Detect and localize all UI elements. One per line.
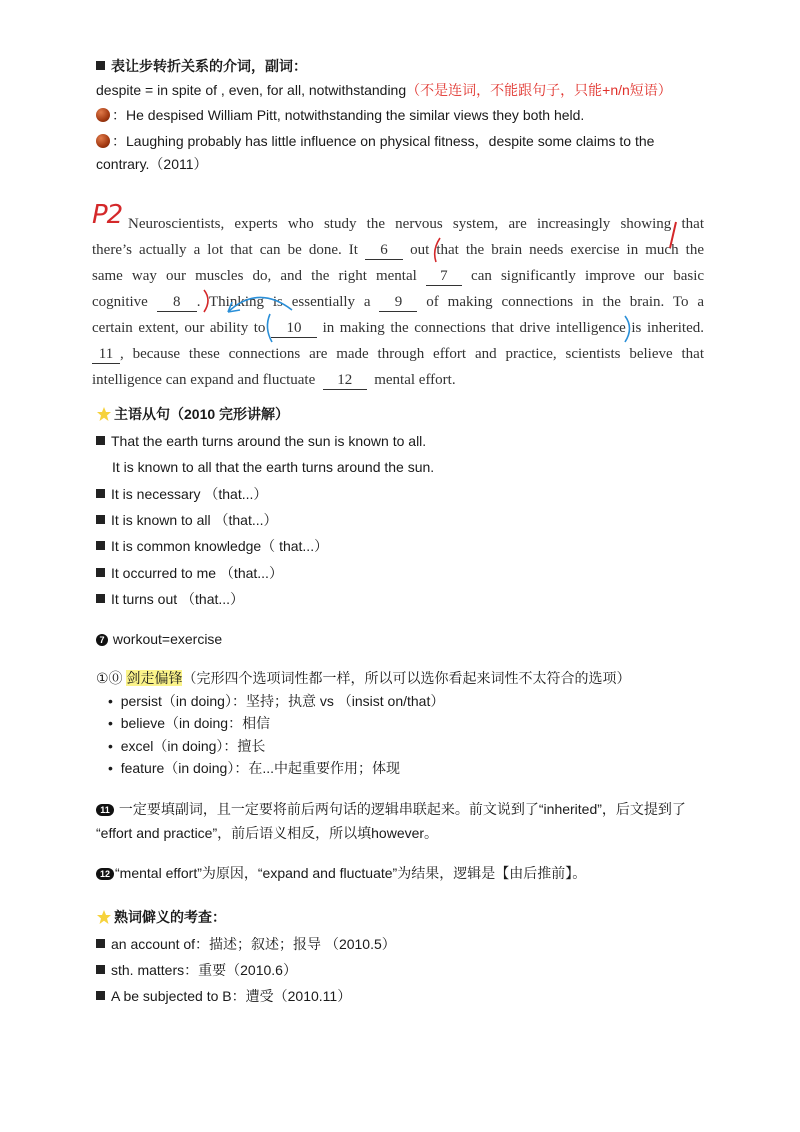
red-bracket-mark-2: [204, 290, 208, 312]
section2-heading: 主语从句（2010 完形讲解）: [96, 404, 289, 424]
note-10-heading: ①⓪ 剑走偏锋（完形四个选项词性都一样，所以可以选你看起来词性不太符合的选项）: [96, 670, 631, 686]
section1-heading: 表让步转折关系的介词，副词：: [96, 56, 307, 76]
blank-11[interactable]: 11: [92, 345, 120, 364]
note-11: 11 一定要填副词，且一定要将前后两句话的逻辑串联起来。前文说到了“inherited”，后文提到了: [96, 799, 686, 819]
square-bullet-icon: [96, 541, 105, 550]
subject-clause-item-6: It occurred to me （that...）: [96, 563, 283, 583]
blue-bracket-mark-2: [625, 316, 630, 342]
blank-10[interactable]: 10: [271, 319, 317, 338]
blank-7[interactable]: 7: [426, 267, 462, 286]
square-bullet-icon: [96, 594, 105, 603]
passage-line-4: cognitive 8 . Thinking is essentially a 9 of making connections in the brain. To a: [92, 294, 704, 310]
square-bullet-icon: [96, 568, 105, 577]
definition-line: despite = in spite of , even, for all, notwithstanding（不是连词，不能跟句子，只能+n/n短语）: [96, 82, 672, 98]
number-marker: 12: [96, 868, 114, 880]
square-bullet-icon: [96, 515, 105, 524]
note-12: 12 “mental effort”为原因，“expand and fluctuate”为结果，逻辑是【由后推前】。: [96, 863, 586, 883]
subject-clause-item-1: That the earth turns around the sun is known to all.: [96, 431, 426, 451]
subject-clause-item-4: It is known to all （that...）: [96, 510, 278, 530]
example2: ：Laughing probably has little influence on physical fitness，despite some claims to the: [96, 131, 654, 151]
rare-meaning-item-2: sth. matters：重要（2010.6）: [96, 960, 297, 980]
square-bullet-icon: [96, 939, 105, 948]
subject-clause-item-2: It is known to all that the earth turns around the sun.: [112, 459, 435, 475]
blank-6[interactable]: 6: [365, 241, 403, 260]
note-10-bullet-2: • believe（in doing：相信: [108, 715, 271, 731]
blank-12[interactable]: 12: [323, 371, 367, 390]
square-bullet-icon: [96, 991, 105, 1000]
square-bullet-icon: [96, 436, 105, 445]
note-11-cont: “effort and practice”，前后语义相反，所以填however。: [96, 825, 439, 841]
passage-line-3: same way our muscles do, and the right mental 7 can significantly improve our basic: [92, 268, 705, 284]
number-marker: 11: [96, 804, 114, 816]
passage-line-7: intelligence can expand and fluctuate 12 mental effort.: [92, 372, 456, 388]
blank-9[interactable]: 9: [379, 293, 417, 312]
note-10-bullet-1: • persist（in doing）：坚持；执意 vs （insist on/that）: [108, 693, 445, 709]
passage-line-6: 11 , because these connections are made through effort and practice, scientists believe that: [92, 341, 704, 367]
passage-line-5: certain extent, our ability to 10 in making the connections that drive intelligence is inherited.: [92, 320, 705, 336]
highlight-term: 剑走偏锋: [126, 670, 183, 686]
passage-line-2: there’s actually a lot that can be done. It 6 out that the brain needs exercise in much the: [92, 242, 704, 258]
square-bullet-icon: [96, 965, 105, 974]
example1: ：He despised William Pitt, notwithstanding the similar views they both held.: [96, 105, 584, 125]
section3-heading: 熟词僻义的考查：: [96, 907, 226, 927]
number-marker: ①⓪: [96, 670, 123, 686]
definition-note: （不是连词，不能跟句子，只能+n/n短语）: [406, 82, 672, 98]
subject-clause-item-7: It turns out （that...）: [96, 589, 244, 609]
red-slash-mark: [670, 222, 676, 248]
number-marker: 7: [96, 634, 108, 646]
rare-meaning-item-1: an account of：描述；叙述；报导 （2010.5）: [96, 934, 396, 954]
note-10-bullet-4: • feature（in doing）：在...中起重要作用；体现: [108, 760, 400, 776]
example2-cont: contrary.（2011）: [96, 156, 208, 172]
blue-bracket-mark: [267, 314, 272, 342]
star-icon: [96, 406, 112, 422]
note-10-bullet-3: • excel（in doing）：擅长: [108, 738, 266, 754]
red-bracket-mark: [435, 238, 440, 262]
note-7: 7 workout=exercise: [96, 629, 222, 649]
passage-line-1: Neuroscientists, experts who study the nervous system, are increasingly showing that: [128, 216, 704, 232]
blank-8[interactable]: 8: [157, 293, 197, 312]
passage-label: P2: [92, 200, 123, 230]
subject-clause-item-3: It is necessary （that...）: [96, 484, 267, 504]
square-bullet-icon: [96, 489, 105, 498]
rare-meaning-item-3: A be subjected to B：遭受（2010.11）: [96, 986, 351, 1006]
star-icon: [96, 909, 112, 925]
subject-clause-item-5: It is common knowledge（ that...）: [96, 536, 328, 556]
ink-annotations: [0, 0, 800, 400]
